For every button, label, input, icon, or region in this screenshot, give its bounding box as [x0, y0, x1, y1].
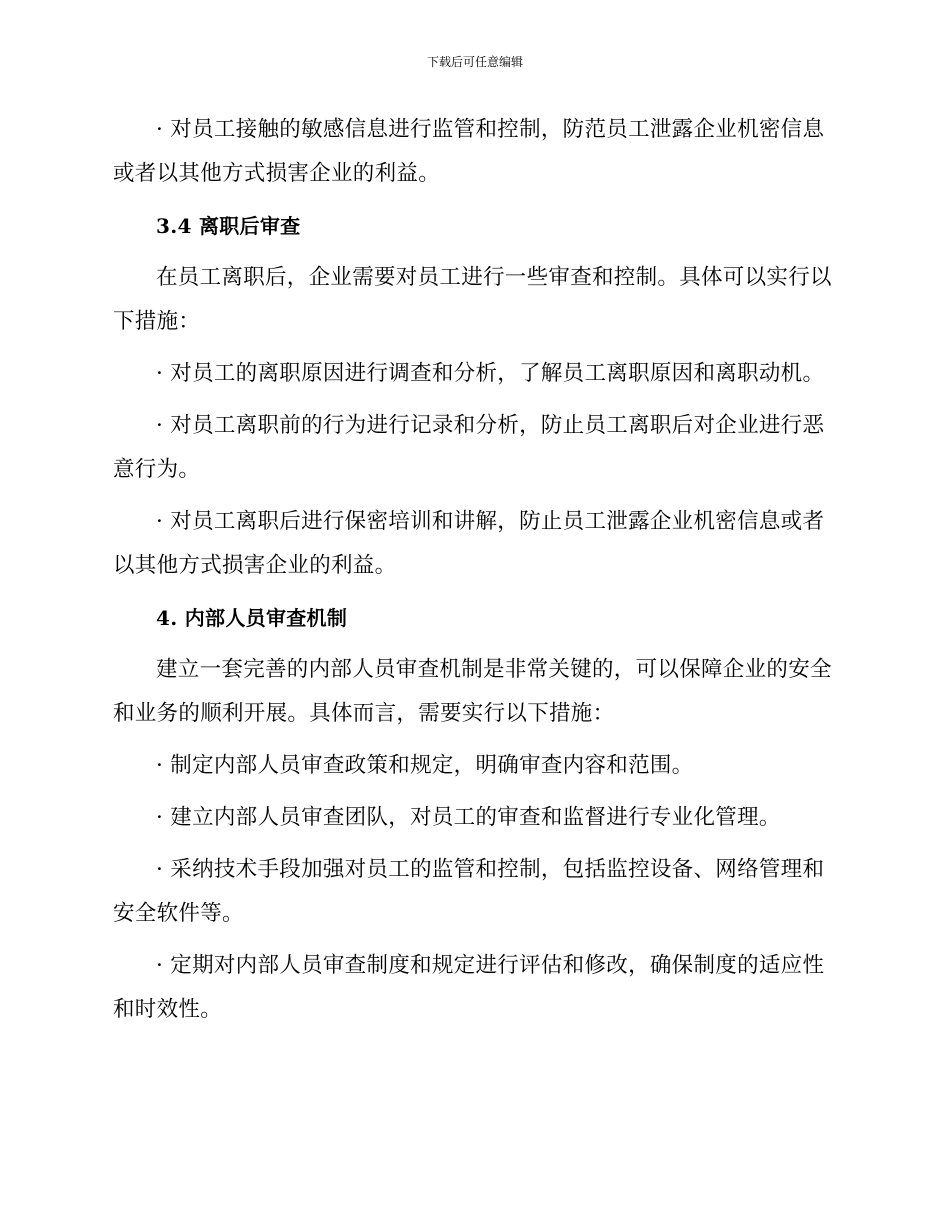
- section-heading: 3.4 离职后审查: [156, 214, 301, 238]
- bullet-paragraph: · 对员工离职后进行保密培训和讲解，防止员工泄露企业机密信息或者以其他方式损害企业的利益。: [113, 509, 825, 578]
- bullet-paragraph: · 采纳技术手段加强对员工的监管和控制，包括监控设备、网络管理和安全软件等。: [113, 857, 825, 926]
- bullet-paragraph: · 建立内部人员审查团队，对员工的审查和监督进行专业化管理。: [156, 805, 781, 830]
- document-body: [113, 108, 833, 1040]
- page-header: 下载后可任意编辑: [426, 55, 523, 69]
- section-heading: 4. 内部人员审查机制: [156, 606, 348, 630]
- bullet-paragraph: · 定期对内部人员审查制度和规定进行评估和修改，确保制度的适应性和时效性。: [113, 953, 825, 1022]
- bullet-paragraph: · 制定内部人员审查政策和规定，明确审查内容和范围。: [156, 753, 694, 778]
- bullet-paragraph: · 对员工离职前的行为进行记录和分析，防止员工离职后对企业进行恶意行为。: [113, 413, 825, 482]
- paragraph: 在员工离职后，企业需要对员工进行一些审查和控制。具体可以实行以下措施：: [113, 265, 832, 334]
- paragraph: 建立一套完善的内部人员审查机制是非常关键的，可以保障企业的安全和业务的顺利开展。具体而言，需要实行以下措施：: [113, 657, 832, 726]
- bullet-paragraph: · 对员工的离职原因进行调查和分析，了解员工离职原因和离职动机。: [156, 361, 825, 386]
- bullet-paragraph: · 对员工接触的敏感信息进行监管和控制，防范员工泄露企业机密信息或者以其他方式损害企业的利益。: [113, 117, 825, 186]
